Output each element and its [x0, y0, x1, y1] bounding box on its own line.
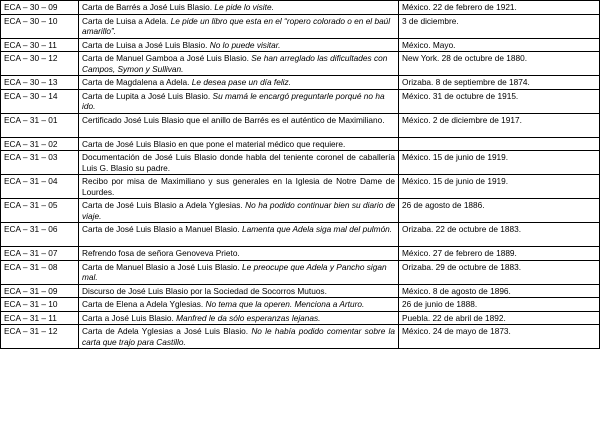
record-date: México. 2 de diciembre de 1917. [399, 113, 600, 137]
table-row [1, 113, 600, 137]
description-text: Carta de Barrés a José Luis Blasio. [82, 2, 213, 12]
table-row [1, 284, 600, 298]
description-text: Carta de Magdalena a Adela. [82, 77, 190, 87]
description-note: Su mamá le encargó preguntarle porqué no ha ido. [82, 90, 385, 111]
record-code: ECA – 31 – 05 [1, 199, 79, 223]
record-date: 26 de agosto de 1886. [399, 199, 600, 223]
record-code: ECA – 31 – 08 [1, 260, 79, 284]
description-text: Carta de Luisa a José Luis Blasio. [82, 39, 208, 50]
record-code: ECA – 31 – 01 [1, 113, 79, 137]
description-text: Carta de José Luis Blasio en que pone el material médico que requiere. [82, 138, 346, 149]
table-row [1, 89, 600, 113]
description-text: Carta de Elena a Adela Yglesias. [82, 299, 204, 309]
table-row [1, 199, 600, 223]
description-note: Manfred le da sólo esperanzas lejanas. [176, 312, 321, 323]
record-code: ECA – 31 – 07 [1, 247, 79, 261]
description-note: No tema que la operen. Menciona a Arturo. [205, 299, 365, 309]
record-date: 26 de junio de 1888. [399, 298, 600, 312]
description-note: Le pide lo visite. [214, 2, 274, 12]
table-row [1, 76, 600, 90]
description-text: Carta de Manuel Gamboa a José Luis Blasio. [82, 53, 249, 63]
table-row [1, 311, 600, 325]
description-text: Recibo por misa de Maximiliano y sus generales en la Iglesia de Notre Dame de Lourdes. [82, 176, 395, 197]
description-note: Le desea pase un día feliz. [191, 77, 291, 87]
table-row [1, 137, 600, 151]
table-row [1, 151, 600, 175]
description-text: Refrendo fosa de señora Genoveva Prieto. [82, 248, 240, 258]
record-description [79, 52, 399, 76]
description-text: Carta de José Luis Blasio a Adela Yglesias. [82, 200, 243, 210]
description-text: Carta de Adela Yglesias a José Luis Blasio. [82, 326, 249, 336]
record-date: Orizaba. 29 de octubre de 1883. [399, 260, 600, 284]
record-description [79, 89, 399, 113]
record-code: ECA – 31 – 03 [1, 151, 79, 175]
record-code: ECA – 30 – 13 [1, 76, 79, 90]
record-date: Orizaba. 8 de septiembre de 1874. [399, 76, 600, 90]
description-note: Le pide un libro que esta en el “ropero colorado o en el baúl amarillo”. [82, 15, 391, 36]
record-description [79, 325, 399, 349]
record-date: 3 de diciembre. [399, 14, 600, 38]
description-note: Lamenta que Adela siga mal del pulmón. [242, 224, 393, 234]
record-date [399, 137, 600, 151]
table-row [1, 247, 600, 261]
description-text: Certificado José Luis Blasio que el anillo de Barrés es el auténtico de Maximiliano. [82, 114, 385, 125]
record-description [79, 137, 399, 151]
record-date: México. 15 de junio de 1919. [399, 175, 600, 199]
record-description [79, 38, 399, 52]
description-note: No ha podido continuar bien su diario de viaje. [82, 200, 395, 221]
table-row [1, 175, 600, 199]
record-description [79, 247, 399, 261]
catalog-body [1, 1, 600, 349]
record-date: México. 8 de agosto de 1896. [399, 284, 600, 298]
table-row [1, 38, 600, 52]
description-text: Documentación de José Luis Blasio donde habla del teniente coronel de caballería Luis G. Blasio su padre. [82, 152, 395, 173]
record-code: ECA – 31 – 02 [1, 137, 79, 151]
record-date: México. 15 de junio de 1919. [399, 151, 600, 175]
record-code: ECA – 30 – 12 [1, 52, 79, 76]
record-description [79, 199, 399, 223]
record-code: ECA – 30 – 11 [1, 38, 79, 52]
record-date: México. 27 de febrero de 1889. [399, 247, 600, 261]
record-code: ECA – 31 – 09 [1, 284, 79, 298]
table-row [1, 52, 600, 76]
description-text: Carta a José Luis Blasio. [82, 312, 174, 323]
record-date: México. 22 de febrero de 1921. [399, 1, 600, 15]
record-code: ECA – 30 – 14 [1, 89, 79, 113]
record-description [79, 298, 399, 312]
record-code: ECA – 31 – 06 [1, 223, 79, 247]
table-row [1, 260, 600, 284]
record-description [79, 175, 399, 199]
record-description [79, 223, 399, 247]
record-code: ECA – 31 – 04 [1, 175, 79, 199]
description-text: Carta de Lupita a José Luis Blasio. [82, 90, 211, 101]
record-description [79, 151, 399, 175]
description-text: Discurso de José Luis Blasio por la Sociedad de Socorros Mutuos. [82, 285, 327, 296]
record-description [79, 1, 399, 15]
description-note: No lo puede visitar. [209, 39, 281, 50]
table-row [1, 325, 600, 349]
record-code: ECA – 30 – 10 [1, 14, 79, 38]
record-date: México. 24 de mayo de 1873. [399, 325, 600, 349]
record-description [79, 284, 399, 298]
record-date: Orizaba. 22 de octubre de 1883. [399, 223, 600, 247]
record-description [79, 113, 399, 137]
record-date: Puebla. 22 de abril de 1892. [399, 311, 600, 325]
description-note: Le preocupe que Adela y Pancho sigan mal. [82, 261, 387, 282]
record-code: ECA – 30 – 09 [1, 1, 79, 15]
table-row [1, 298, 600, 312]
record-date: New York. 28 de octubre de 1880. [399, 52, 600, 76]
description-note: No le había podido comentar sobre la carta que trajo para Castillo. [82, 326, 396, 347]
description-text: Carta de Manuel Blasio a José Luis Blasio. [82, 261, 240, 272]
record-description [79, 311, 399, 325]
record-code: ECA – 31 – 11 [1, 311, 79, 325]
record-description [79, 260, 399, 284]
record-date: México. 31 de octubre de 1915. [399, 89, 600, 113]
record-code: ECA – 31 – 10 [1, 298, 79, 312]
table-row [1, 14, 600, 38]
record-description [79, 14, 399, 38]
description-text: Carta de José Luis Blasio a Manuel Blasio. [82, 224, 240, 234]
description-note: Se han arreglado las dificultades con Campos, Symon y Sullivan. [82, 53, 388, 74]
record-code: ECA – 31 – 12 [1, 325, 79, 349]
record-description [79, 76, 399, 90]
table-row [1, 1, 600, 15]
description-text: Carta de Luisa a Adela. [82, 15, 169, 26]
record-date: México. Mayo. [399, 38, 600, 52]
table-row [1, 223, 600, 247]
